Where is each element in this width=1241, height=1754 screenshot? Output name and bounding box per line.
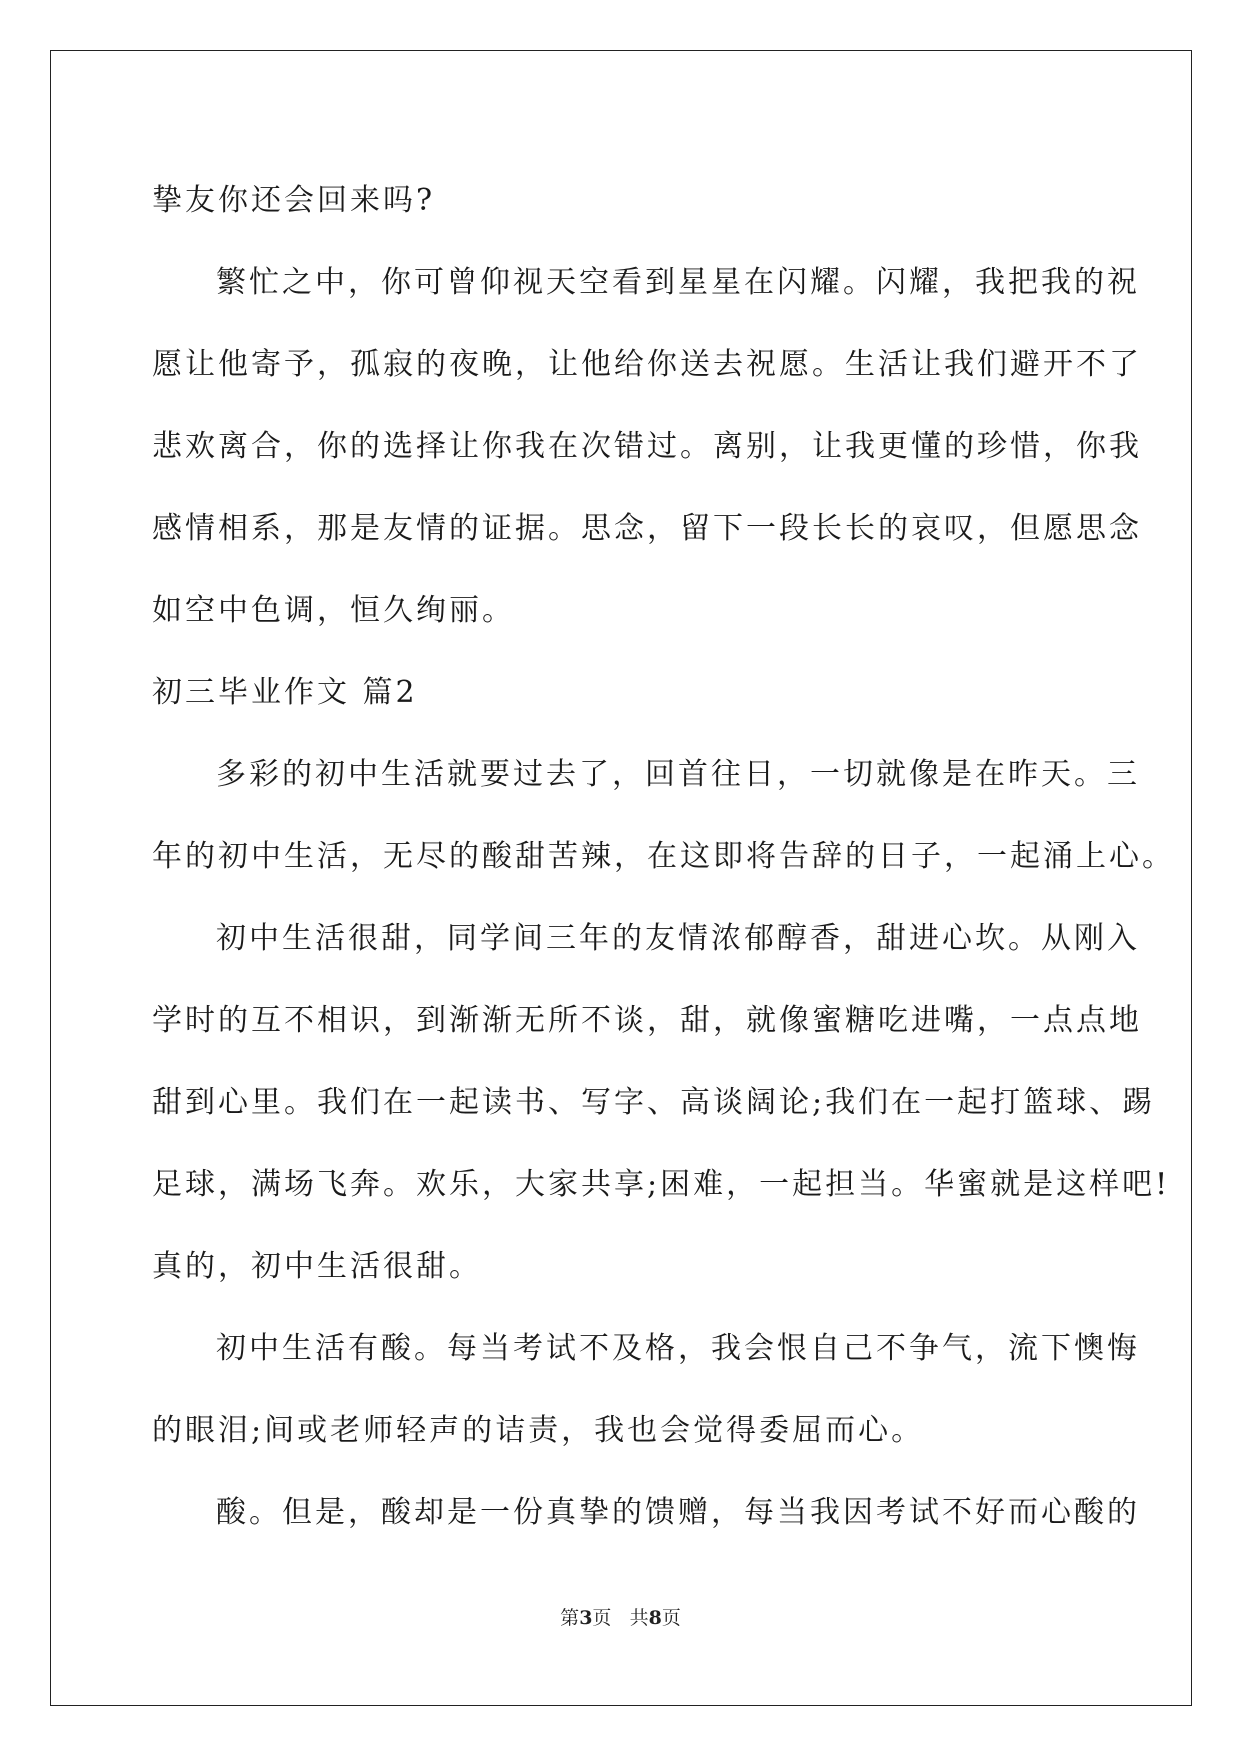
paragraph-line: 挚友你还会回来吗?	[152, 183, 436, 218]
paragraph-line: 甜到心里。我们在一起读书、写字、高谈阔论;我们在一起打篮球、踢	[152, 1085, 1156, 1120]
page-label-prefix: 第	[560, 1607, 580, 1629]
total-label-prefix: 共	[629, 1607, 649, 1629]
paragraph-line: 如空中色调，恒久绚丽。	[152, 593, 515, 628]
paragraph-line: 酸。但是，酸却是一份真挚的馈赠，每当我因考试不好而心酸的	[216, 1495, 1140, 1530]
paragraph-line: 愿让他寄予，孤寂的夜晚，让他给你送去祝愿。生活让我们避开不了	[152, 347, 1142, 382]
paragraph-line: 繁忙之中，你可曾仰视天空看到星星在闪耀。闪耀，我把我的祝	[216, 265, 1140, 300]
paragraph-line: 年的初中生活，无尽的酸甜苦辣，在这即将告辞的日子，一起涌上心。	[152, 839, 1175, 874]
paragraph-line: 悲欢离合，你的选择让你我在次错过。离别，让我更懂的珍惜，你我	[152, 429, 1142, 464]
page-label-suffix: 页	[592, 1607, 612, 1629]
paragraph-line: 学时的互不相识，到渐渐无所不谈，甜，就像蜜糖吃进嘴，一点点地	[152, 1003, 1142, 1038]
paragraph-line: 初中生活很甜，同学间三年的友情浓郁醇香，甜进心坎。从刚入	[216, 921, 1140, 956]
paragraph-line: 初中生活有酸。每当考试不及格，我会恨自己不争气，流下懊悔	[216, 1331, 1140, 1366]
paragraph-line: 多彩的初中生活就要过去了，回首往日，一切就像是在昨天。三	[216, 757, 1140, 792]
section-heading: 初三毕业作文 篇2	[152, 675, 418, 710]
paragraph-line: 足球，满场飞奔。欢乐，大家共享;困难，一起担当。华蜜就是这样吧!	[152, 1167, 1171, 1202]
paragraph-line: 感情相系，那是友情的证据。思念，留下一段长长的哀叹，但愿思念	[152, 511, 1142, 546]
total-label-suffix: 页	[661, 1607, 681, 1629]
page-number: 3	[579, 1607, 593, 1629]
page-footer	[0, 1603, 1241, 1630]
paragraph-line: 的眼泪;间或老师轻声的诘责，我也会觉得委屈而心。	[152, 1413, 925, 1448]
document-body	[152, 160, 1175, 1554]
total-pages: 8	[648, 1607, 662, 1629]
paragraph-line: 真的，初中生活很甜。	[152, 1249, 482, 1284]
